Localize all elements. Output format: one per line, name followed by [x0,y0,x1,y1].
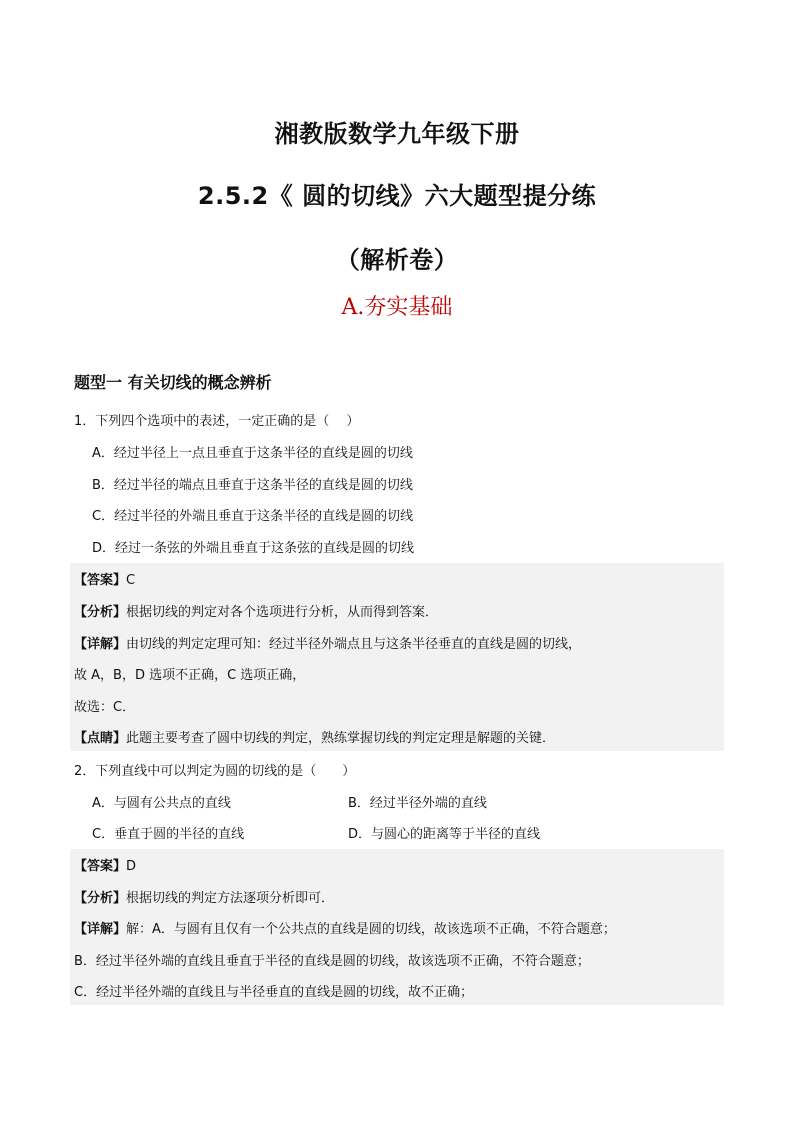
question-2-analysis [74,887,334,906]
question-2-option-b: B．经过半径外端的直线 [348,796,487,811]
question-2-answer [74,855,136,874]
question-1-answer [74,569,135,588]
question-1-detail [74,633,581,652]
question-1-analysis [74,601,438,620]
question-2-option-d: D．与圆心的距离等于半径的直线 [348,827,541,842]
question-1-detail-line-2: 故 A，B，D 选项不正确，C 选项正确， [74,668,306,683]
detail-text: 由切线的判定定理可知：经过半径外端点且与这条半径垂直的直线是圆的切线， [126,637,582,652]
question-1-option-d: D．经过一条弦的外端且垂直于这条弦的直线是圆的切线 [92,541,415,556]
question-1-option-a: A．经过半径上一点且垂直于这条半径的直线是圆的切线 [92,446,413,461]
question-1-stem: 1．下列四个选项中的表述，一定正确的是（ ） [74,414,360,429]
detail-text: 解：A．与圆有且仅有一个公共点的直线是圆的切线，故该选项不正确，不符合题意； [126,922,616,937]
question-2-stem: 2．下列直线中可以判定为圆的切线的是（ ） [74,764,356,779]
analysis-text: 根据切线的判定方法逐项分析即可． [126,891,335,906]
analysis-label: 【分析】 [74,891,127,906]
question-1-option-c: C．经过半径的外端且垂直于这条半径的直线是圆的切线 [92,509,414,524]
analysis-text: 根据切线的判定对各个选项进行分析，从而得到答案． [126,605,439,620]
comment-label: 【点睛】 [74,731,127,746]
question-1-detail-line-3: 故选：C． [74,700,136,715]
detail-label: 【详解】 [74,922,127,937]
question-2-option-c: C．垂直于圆的半径的直线 [92,827,245,842]
doc-title-lesson: 2.5.2《 圆的切线》六大题型提分练 [197,182,597,210]
question-2-detail [74,918,616,937]
detail-label: 【详解】 [74,637,127,652]
answer-label: 【答案】 [74,573,127,588]
section-heading: A.夯实基础 [341,295,453,320]
question-1-solution-box [70,563,724,751]
comment-text: 此题主要考查了圆中切线的判定，熟练掌握切线的判定定理是解题的关键． [126,731,556,746]
question-type-heading: 题型一 有关切线的概念辨析 [74,373,272,392]
question-1-option-b: B．经过半径的端点且垂直于这条半径的直线是圆的切线 [92,478,413,493]
doc-title-textbook: 湘教版数学九年级下册 [274,120,520,148]
answer-value: D [126,859,137,874]
question-2-detail-line-3: C．经过半径外端的直线且与半径垂直的直线是圆的切线，故不正确； [74,985,474,1000]
question-2-option-a: A．与圆有公共点的直线 [92,796,231,811]
question-2-detail-line-2: B．经过半径外端的直线且垂直于半径的直线是圆的切线，故该选项不正确，不符合题意； [74,954,590,969]
doc-title-edition: （解析卷） [335,246,459,274]
analysis-label: 【分析】 [74,605,127,620]
answer-label: 【答案】 [74,859,127,874]
answer-value: C [126,573,136,588]
question-1-comment [74,727,555,746]
